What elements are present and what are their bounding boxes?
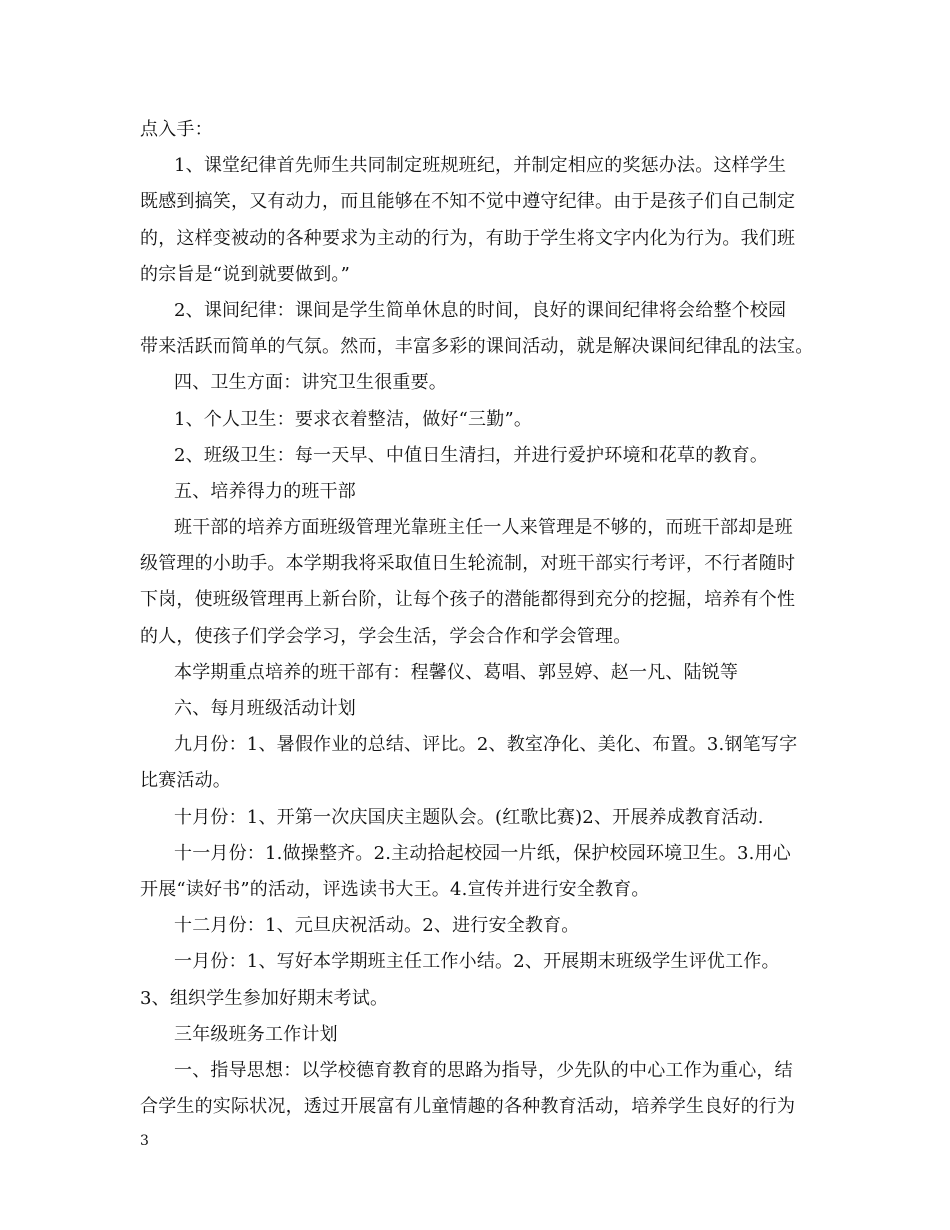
body-text [140, 112, 840, 1125]
text-line: 1、个人卫生：要求衣着整洁，做好“三勤”。 [174, 408, 533, 430]
text-line: 合学生的实际状况，透过开展富有儿童情趣的各种教育活动，培养学生良好的行为 [140, 1096, 796, 1118]
text-line: 本学期重点培养的班干部有：程馨仪、葛唱、郭昱婷、赵一凡、陆锐等 [174, 661, 739, 683]
text-line: 2、课间纪律：课间是学生简单休息的时间，良好的课间纪律将会给整个校园 [174, 299, 787, 321]
text-line: 班干部的培养方面班级管理光靠班主任一人来管理是不够的，而班干部却是班 [174, 517, 793, 539]
text-line: 3、组织学生参加好期末考试。 [140, 987, 389, 1009]
text-line: 一、指导思想：以学校德育教育的思路为指导，少先队的中心工作为重心，结 [174, 1059, 793, 1081]
text-line: 五、培养得力的班干部 [174, 480, 356, 502]
text-line: 三年级班务工作计划 [174, 1023, 338, 1045]
text-line: 下岗，使班级管理再上新台阶，让每个孩子的潜能都得到充分的挖掘，培养有个性 [140, 589, 796, 611]
text-line: 比赛活动。 [140, 770, 231, 792]
text-line: 的宗旨是“说到就要做到。” [140, 263, 351, 285]
text-line: 开展“读好书”的活动，评选读书大王。4.宣传并进行安全教育。 [140, 878, 650, 900]
text-line: 十一月份：1.做操整齐。2.主动拾起校园一片纸，保护校园环境卫生。3.用心 [174, 842, 791, 864]
text-line: 既感到搞笑，又有动力，而且能够在不知不觉中遵守纪律。由于是孩子们自己制定 [140, 191, 796, 213]
text-line: 点入手： [140, 119, 213, 140]
text-line: 带来活跃而简单的气氛。然而，丰富多彩的课间活动，就是解决课间纪律乱的法宝。 [140, 336, 814, 358]
text-line: 1、课堂纪律首先师生共同制定班规班纪，并制定相应的奖惩办法。这样学生 [174, 155, 787, 177]
page-number: 3 [140, 1133, 149, 1149]
text-line: 一月份：1、写好本学期班主任工作小结。2、开展期末班级学生评优工作。 [174, 951, 780, 973]
text-line: 十二月份：1、元旦庆祝活动。2、进行安全教育。 [174, 915, 580, 937]
text-line: 四、卫生方面：讲究卫生很重要。 [174, 372, 447, 394]
text-line: 六、每月班级活动计划 [174, 698, 356, 719]
text-line: 十月份：1、开第一次庆国庆主题队会。(红歌比赛)2、开展养成教育活动. [174, 806, 764, 828]
text-line: 九月份：1、暑假作业的总结、评比。2、教室净化、美化、布置。3.钢笔写字 [174, 734, 798, 756]
text-line: 的，这样变被动的各种要求为主动的行为，有助于学生将文字内化为行为。我们班 [140, 227, 796, 249]
text-line: 2、班级卫生：每一天早、中值日生清扫，并进行爱护环境和花草的教育。 [174, 444, 769, 466]
text-line: 的人，使孩子们学会学习，学会生活，学会合作和学会管理。 [140, 625, 632, 647]
text-line: 级管理的小助手。本学期我将采取值日生轮流制，对班干部实行考评，不行者随时 [140, 553, 796, 575]
